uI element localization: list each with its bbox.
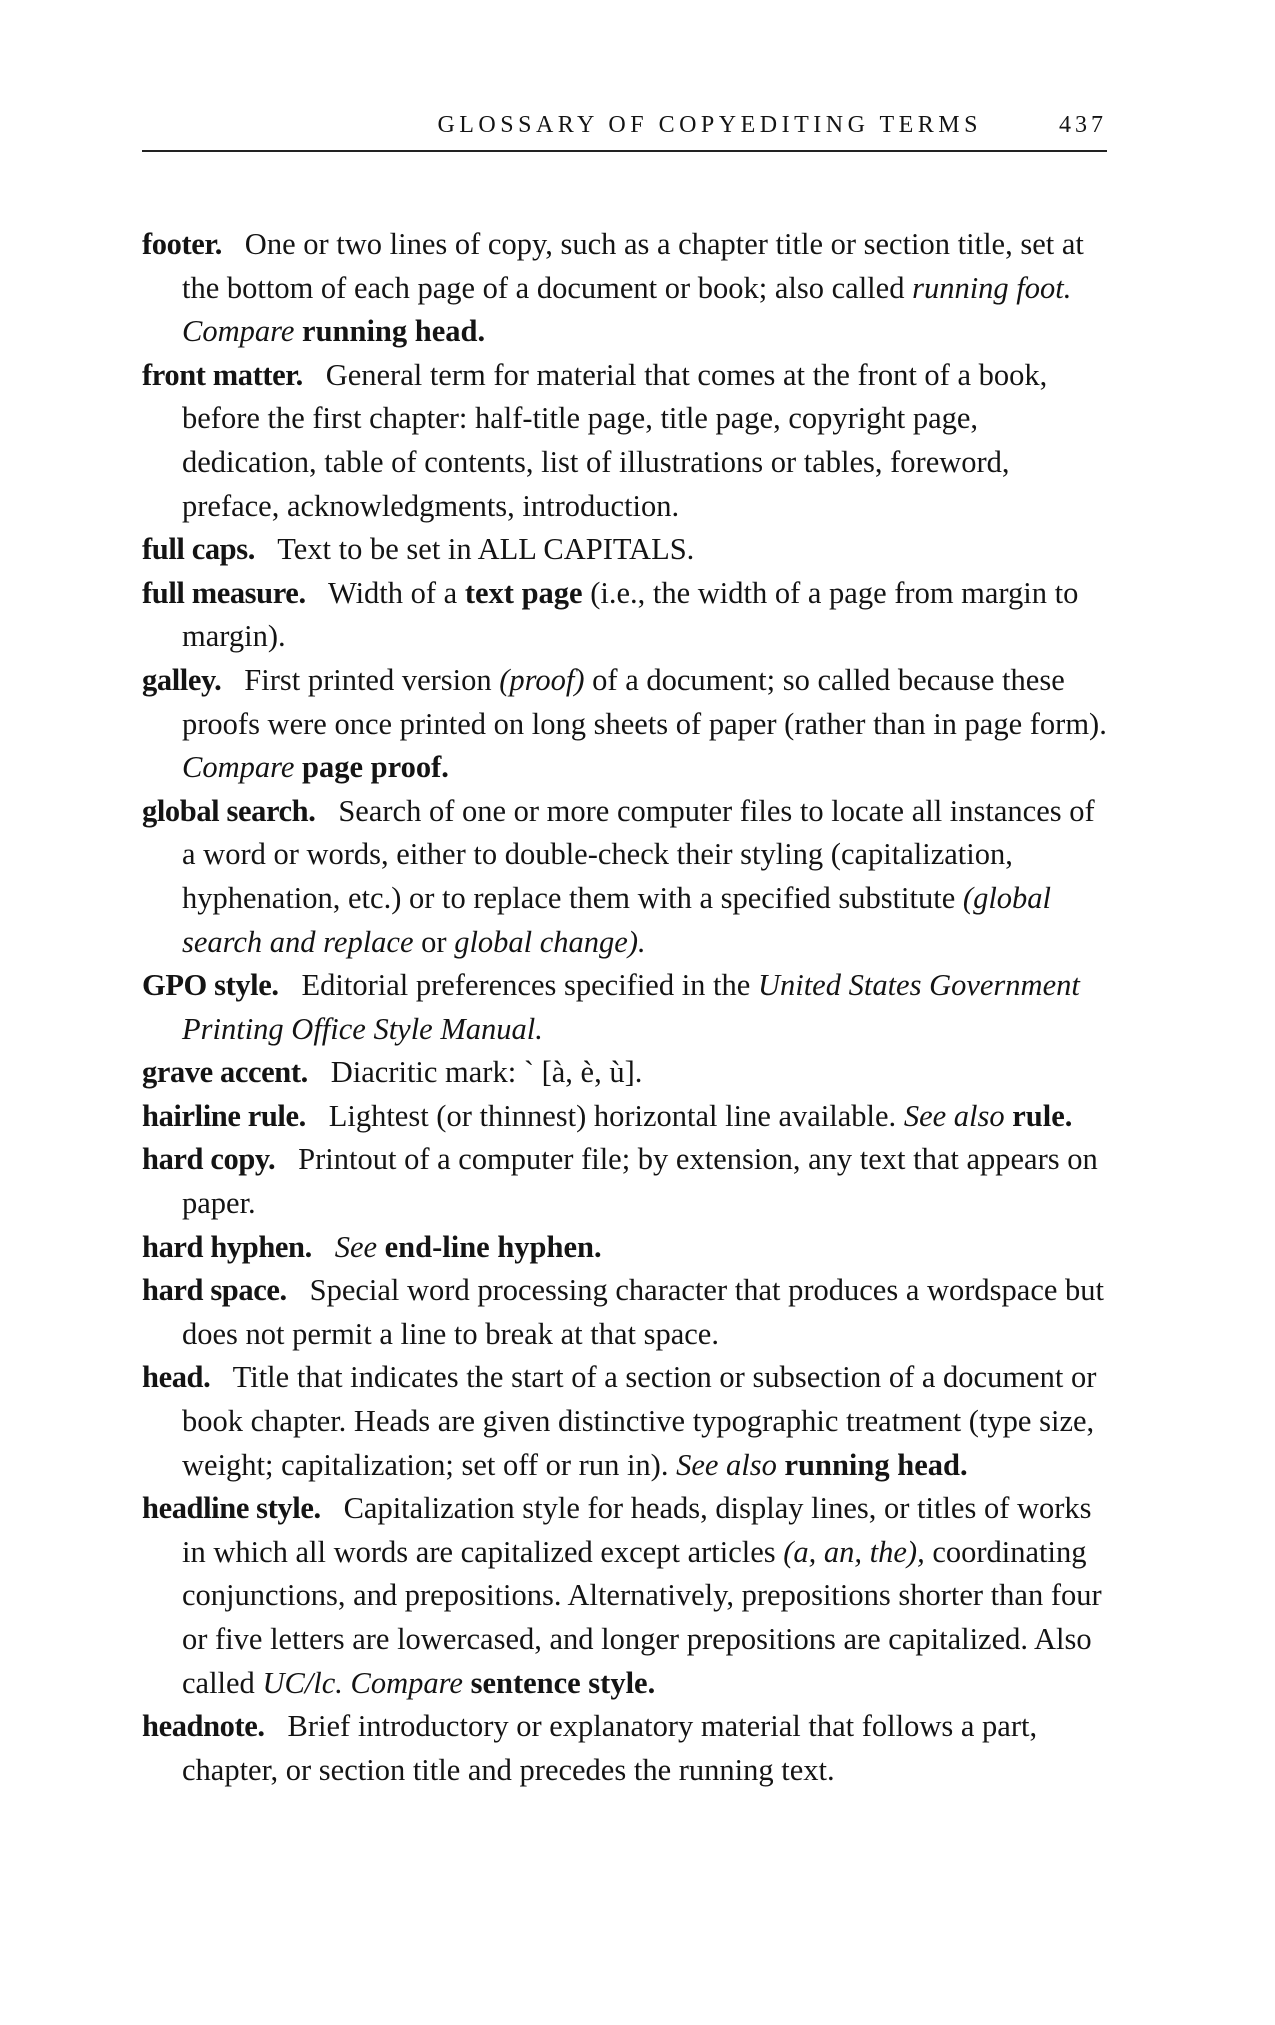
definition-text: of a document; so called because these proofs were once printed on long sheets of paper (rather than in page form).	[182, 662, 1107, 741]
definition-text: Lightest (or thinnest) horizontal line available.	[328, 1098, 904, 1133]
glossary-definition	[182, 663, 1107, 784]
cross-reference: page proof.	[302, 750, 449, 785]
definition-text	[377, 1230, 385, 1264]
definition-text: One or two lines of copy, such as a chapter title or section title, set at the bottom of each page of a document or book; also called	[182, 227, 1084, 305]
definition-text: or	[413, 924, 455, 959]
glossary-entry	[142, 964, 1107, 1051]
definition-text	[777, 1448, 785, 1482]
glossary-definition	[331, 1055, 643, 1089]
page-number: 437	[1059, 112, 1107, 138]
definition-text	[343, 1666, 351, 1700]
italic-text: (a, an, the),	[783, 1534, 925, 1569]
definition-text: Brief introductory or explanatory material that follows a part, chapter, or section title and precedes the running text.	[182, 1709, 1038, 1787]
definition-text: General term for material that comes at the front of a book, before the first chapter: half-title page, title page, copyright page, dedication, table of contents, list of illustrations or tables, foreword, preface, acknowledgments, introduction.	[182, 357, 1048, 523]
glossary-definition	[335, 1230, 602, 1264]
glossary-entry	[142, 1705, 1107, 1792]
definition-text	[463, 1666, 471, 1700]
glossary-term: headnote.	[142, 1709, 265, 1744]
cross-reference: sentence style.	[470, 1665, 656, 1700]
definition-text: Diacritic mark: ` [à, è, ù].	[330, 1055, 643, 1090]
definition-text	[294, 750, 302, 784]
italic-text: Compare	[350, 1665, 463, 1700]
glossary-entries	[142, 223, 1107, 1792]
italic-text: global change).	[454, 924, 646, 959]
glossary-term: galley.	[142, 662, 222, 697]
glossary-term: full caps.	[142, 532, 255, 567]
cross-reference: running head.	[302, 314, 486, 349]
definition-text: Width of a	[328, 575, 465, 610]
glossary-term: full measure.	[142, 575, 306, 610]
italic-text: Compare	[182, 750, 295, 785]
glossary-definition	[182, 227, 1084, 348]
definition-text: (i.e., the width of a page from margin to margin).	[182, 575, 1079, 654]
italic-text: See also	[903, 1098, 1005, 1133]
glossary-term: hard space.	[142, 1273, 287, 1308]
definition-text	[294, 314, 302, 348]
definition-text: Title that indicates the start of a section or subsection of a document or book chapter. Heads are given distinctive typographic treatment (type size, weight; capitalization; set off or run in).	[182, 1360, 1097, 1482]
glossary-entry	[142, 354, 1107, 528]
glossary-term: headline style.	[142, 1491, 321, 1526]
glossary-definition	[329, 1099, 1073, 1133]
glossary-entry	[142, 1138, 1107, 1225]
italic-text: Compare	[182, 314, 295, 349]
book-page	[142, 0, 1107, 2025]
definition-text: Text to be set in ALL CAPITALS.	[277, 532, 695, 567]
glossary-definition	[277, 532, 694, 566]
glossary-entry	[142, 572, 1107, 659]
italic-text: See	[334, 1229, 378, 1264]
cross-reference: text page	[464, 575, 583, 610]
glossary-entry	[142, 223, 1107, 354]
glossary-term: footer.	[142, 227, 222, 261]
definition-text: First printed version	[244, 662, 500, 697]
glossary-entry	[142, 1487, 1107, 1705]
glossary-entry	[142, 1269, 1107, 1356]
italic-text: See also	[676, 1447, 777, 1482]
glossary-definition	[182, 1142, 1098, 1220]
glossary-definition	[182, 968, 1080, 1046]
glossary-entry	[142, 528, 1107, 572]
cross-reference: running head.	[784, 1447, 968, 1482]
definition-text: Special word processing character that produces a wordspace but does not permit a line to break at that space.	[182, 1273, 1104, 1351]
glossary-entry	[142, 659, 1107, 790]
italic-text: United States Government Printing Office Style Manual.	[182, 968, 1080, 1046]
glossary-definition	[182, 1709, 1037, 1787]
glossary-term: global search.	[142, 793, 316, 828]
glossary-entry	[142, 790, 1107, 964]
glossary-entry	[142, 1356, 1107, 1487]
running-head	[142, 110, 1107, 152]
glossary-entry	[142, 1226, 1107, 1270]
italic-text: running foot.	[912, 270, 1072, 305]
glossary-definition	[182, 1360, 1096, 1481]
definition-text: coordinating conjunctions, and prepositions. Alternatively, prepositions shorter than four or five letters are lowercased, and longer prepositions are capitalized. Also called	[182, 1534, 1102, 1700]
italic-text: (proof)	[499, 662, 585, 697]
definition-text: Search of one or more computer files to locate all instances of a word or words, either to double-check their styling (capitalization, hyphenation, etc.) or to replace them with a specified substitute	[182, 793, 1095, 915]
glossary-term: hard hyphen.	[142, 1229, 312, 1264]
glossary-term: hairline rule.	[142, 1098, 306, 1133]
glossary-term: GPO style.	[142, 968, 279, 1003]
glossary-entry	[142, 1051, 1107, 1095]
cross-reference: end-line hyphen.	[384, 1229, 602, 1264]
running-head-title: GLOSSARY OF COPYEDITING TERMS	[437, 112, 982, 138]
italic-text: (global search and replace	[182, 880, 1052, 959]
italic-text: UC/lc.	[262, 1665, 343, 1700]
definition-text: Editorial preferences specified in the	[301, 968, 758, 1003]
definition-text: Capitalization style for heads, display lines, or titles of works in which all words are capitalized except articles	[182, 1491, 1092, 1569]
definition-text: Printout of a computer file; by extension, any text that appears on paper.	[182, 1142, 1098, 1221]
glossary-term: front matter.	[142, 357, 303, 392]
glossary-term: head.	[142, 1360, 211, 1395]
glossary-term: hard copy.	[142, 1142, 276, 1177]
glossary-entry	[142, 1095, 1107, 1139]
glossary-term: grave accent.	[142, 1055, 308, 1090]
glossary-definition	[182, 1273, 1104, 1351]
cross-reference: rule.	[1012, 1098, 1073, 1133]
